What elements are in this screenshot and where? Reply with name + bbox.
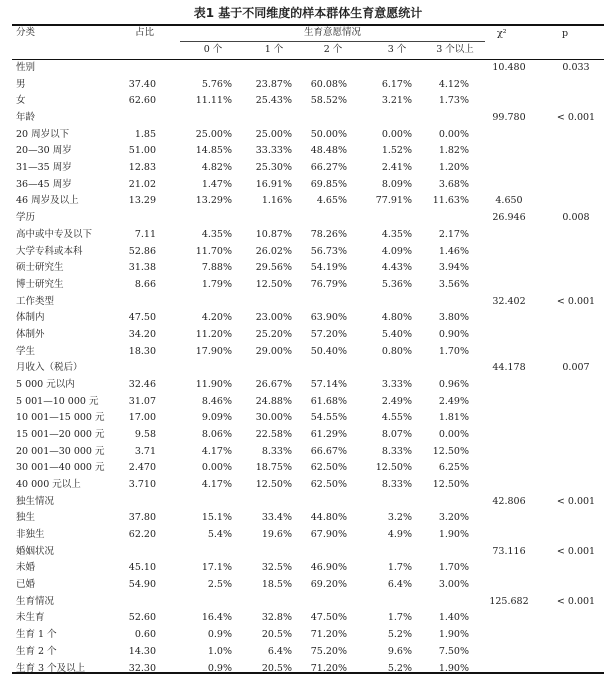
row-p-value: 0.033 (562, 62, 590, 73)
row-value-3: 6.4% (387, 579, 412, 591)
group-label: 年龄 (16, 112, 36, 123)
row-value-2: 54.19% (310, 262, 347, 274)
group-label: 学历 (16, 212, 36, 224)
intent-subheader-rule (180, 41, 485, 42)
row-value-1: 20.5% (261, 662, 292, 674)
row-share: 52.60 (128, 612, 156, 624)
row-value-0: 17.90% (195, 345, 232, 357)
row-share: 14.30 (128, 645, 156, 657)
row-label: 大学专科或本科 (16, 245, 83, 257)
row-value-0: 11.70% (195, 245, 232, 257)
row-value-1: 30.00% (255, 412, 292, 424)
row-value-4: 12.50% (432, 479, 469, 490)
row-value-1: 25.00% (255, 128, 292, 140)
row-value-0: 13.29% (195, 195, 232, 207)
row-value-2: 46.90% (310, 562, 347, 574)
row-value-4: 1.46% (438, 245, 469, 257)
row-value-0: 4.82% (201, 162, 232, 174)
row-share: 12.83 (128, 162, 156, 174)
row-label: 体制外 (16, 328, 45, 340)
header-chi-square: χ² (497, 28, 507, 39)
row-value-4: 1.90% (438, 629, 469, 641)
row-value-4: 1.40% (438, 612, 469, 624)
row-label: 36—45 周岁 (16, 178, 72, 190)
row-value-1: 1.16% (261, 195, 292, 207)
row-value-4: 0.00% (438, 429, 469, 440)
row-value-0: 4.17% (201, 445, 232, 457)
header-intent: 生育意愿情况 (303, 27, 361, 38)
row-share: 17.00 (128, 412, 156, 424)
header-share: 占比 (135, 27, 155, 38)
row-value-4: 3.56% (438, 278, 469, 290)
row-p-value: < 0.001 (556, 112, 596, 123)
row-value-2: 50.00% (310, 128, 347, 140)
row-value-0: 0.9% (207, 629, 232, 641)
subheader-0: 0 个 (203, 44, 223, 55)
row-share: 37.80 (128, 512, 156, 524)
table-title: 表1 基于不同维度的样本群体生育意愿统计 (193, 6, 423, 20)
row-chi-square: 4.650 (495, 195, 523, 207)
row-label: 学生 (16, 345, 36, 357)
row-value-1: 16.91% (255, 178, 292, 190)
row-value-0: 8.06% (201, 429, 232, 440)
row-value-0: 11.90% (195, 378, 232, 390)
table-header-rule (12, 59, 604, 60)
row-share: 32.30 (128, 662, 156, 674)
row-value-1: 25.30% (255, 162, 292, 174)
row-share: 2.470 (128, 462, 156, 474)
row-p-value: < 0.001 (556, 295, 596, 307)
row-value-4: 1.70% (438, 345, 469, 357)
row-value-0: 7.88% (201, 262, 232, 274)
row-share: 62.60 (128, 95, 156, 107)
row-value-1: 29.00% (255, 345, 292, 357)
row-value-4: 0.90% (438, 328, 469, 340)
row-label: 硕士研究生 (16, 262, 64, 274)
row-value-2: 57.14% (310, 378, 347, 390)
row-label: 20 周岁以下 (16, 128, 70, 140)
subheader-3: 3 个 (387, 44, 407, 55)
row-value-0: 9.09% (201, 412, 232, 424)
row-share: 32.46 (128, 378, 156, 390)
row-value-1: 26.67% (255, 378, 292, 390)
row-label: 独生 (16, 512, 36, 524)
row-value-1: 29.56% (255, 262, 292, 274)
row-value-0: 1.0% (207, 645, 232, 657)
row-value-0: 2.5% (207, 579, 232, 591)
row-value-1: 25.20% (255, 328, 292, 340)
row-value-3: 5.40% (381, 328, 412, 340)
row-value-3: 4.55% (381, 412, 412, 424)
row-value-3: 5.36% (381, 278, 412, 290)
row-value-3: 3.33% (381, 378, 412, 390)
row-value-2: 66.67% (310, 445, 347, 457)
row-value-0: 1.79% (201, 278, 232, 290)
row-value-2: 63.90% (310, 312, 347, 324)
row-value-1: 8.33% (261, 445, 292, 457)
header-p-value: p (562, 28, 569, 39)
row-value-3: 4.43% (381, 262, 412, 274)
row-value-3: 4.09% (381, 245, 412, 257)
group-label: 工作类型 (16, 295, 55, 307)
row-value-4: 0.00% (438, 128, 469, 140)
row-share: 31.38 (128, 262, 156, 274)
row-label: 5 001—10 000 元 (16, 395, 99, 407)
row-share: 1.85 (134, 128, 156, 140)
row-value-4: 3.68% (438, 178, 469, 190)
group-label: 性别 (16, 62, 36, 73)
row-label: 15 001—20 000 元 (16, 429, 105, 440)
row-p-value: < 0.001 (556, 545, 596, 557)
group-label: 生育情况 (16, 595, 55, 607)
row-value-2: 71.20% (310, 629, 347, 641)
row-label: 5 000 元以内 (16, 378, 75, 390)
row-value-2: 78.26% (310, 228, 347, 240)
row-value-4: 7.50% (438, 645, 469, 657)
row-value-3: 1.52% (381, 145, 412, 157)
row-chi-square: 26.946 (492, 212, 526, 224)
row-share: 31.07 (128, 395, 156, 407)
row-value-2: 69.85% (310, 178, 347, 190)
row-value-4: 6.25% (438, 462, 469, 474)
row-value-0: 17.1% (201, 562, 232, 574)
row-value-4: 3.94% (438, 262, 469, 274)
row-share: 3.71 (134, 445, 156, 457)
row-value-3: 5.2% (387, 629, 412, 641)
row-share: 13.29 (128, 195, 156, 207)
row-share: 9.58 (134, 429, 156, 440)
row-value-1: 19.6% (261, 529, 292, 540)
row-value-0: 25.00% (195, 128, 232, 140)
row-value-2: 62.50% (310, 462, 347, 474)
row-share: 18.30 (128, 345, 156, 357)
row-value-3: 8.09% (381, 178, 412, 190)
row-value-4: 4.12% (438, 78, 469, 90)
row-share: 21.02 (128, 178, 156, 190)
row-value-3: 4.9% (387, 529, 412, 540)
row-value-4: 2.17% (438, 228, 469, 240)
subheader-1: 1 个 (264, 44, 284, 55)
row-chi-square: 73.116 (492, 545, 526, 557)
row-value-1: 10.87% (255, 228, 292, 240)
row-value-2: 76.79% (310, 278, 347, 290)
row-share: 3.710 (128, 479, 156, 490)
row-value-3: 1.7% (387, 562, 412, 574)
row-value-1: 33.33% (255, 145, 292, 157)
row-value-4: 1.90% (438, 529, 469, 540)
group-label: 月收入（税后） (16, 362, 83, 374)
row-label: 女 (16, 95, 26, 107)
subheader-3-plus: 3 个以上 (436, 44, 474, 55)
row-value-0: 4.35% (201, 228, 232, 240)
row-value-4: 2.49% (438, 395, 469, 407)
row-value-2: 44.80% (310, 512, 347, 524)
row-p-value: 0.008 (562, 212, 590, 224)
row-label: 未生育 (16, 612, 45, 624)
row-chi-square: 32.402 (492, 295, 526, 307)
row-share: 62.20 (128, 529, 156, 540)
row-value-2: 58.52% (310, 95, 347, 107)
row-value-1: 33.4% (261, 512, 292, 524)
row-label: 20 001—30 000 元 (16, 445, 105, 457)
row-share: 45.10 (128, 562, 156, 574)
row-chi-square: 10.480 (492, 62, 526, 73)
row-value-3: 2.49% (381, 395, 412, 407)
row-label: 31—35 周岁 (16, 162, 72, 174)
row-value-0: 15.1% (201, 512, 232, 524)
row-value-2: 69.20% (310, 579, 347, 591)
subheader-2: 2 个 (323, 44, 343, 55)
row-chi-square: 125.682 (489, 595, 529, 607)
row-value-4: 1.81% (438, 412, 469, 424)
row-value-3: 8.33% (381, 479, 412, 490)
row-value-1: 22.58% (255, 429, 292, 440)
group-label: 独生情况 (16, 495, 55, 507)
row-label: 体制内 (16, 312, 45, 324)
row-share: 47.50 (128, 312, 156, 324)
row-value-0: 11.11% (195, 95, 232, 107)
row-value-3: 4.35% (381, 228, 412, 240)
row-value-3: 6.17% (381, 78, 412, 90)
row-value-3: 3.2% (387, 512, 412, 524)
row-value-2: 60.08% (310, 78, 347, 90)
row-value-2: 71.20% (310, 662, 347, 674)
row-value-1: 26.02% (255, 245, 292, 257)
row-value-1: 32.5% (261, 562, 292, 574)
row-value-0: 0.00% (201, 462, 232, 474)
row-share: 34.20 (128, 328, 156, 340)
row-value-3: 0.80% (381, 345, 412, 357)
row-value-0: 1.47% (201, 178, 232, 190)
row-value-4: 3.00% (438, 579, 469, 591)
row-share: 0.60 (134, 629, 156, 641)
row-value-4: 12.50% (432, 445, 469, 457)
row-value-2: 4.65% (316, 195, 347, 207)
row-value-4: 0.96% (438, 378, 469, 390)
row-value-4: 1.90% (438, 662, 469, 674)
row-value-2: 54.55% (310, 412, 347, 424)
row-chi-square: 44.178 (492, 362, 526, 374)
group-label: 婚姻状况 (16, 545, 55, 557)
row-value-1: 20.5% (261, 629, 292, 641)
row-value-0: 4.20% (201, 312, 232, 324)
row-value-4: 11.63% (432, 195, 469, 207)
row-label: 20—30 周岁 (16, 145, 72, 157)
row-label: 博士研究生 (16, 278, 64, 290)
row-label: 生育 2 个 (16, 645, 57, 657)
row-share: 7.11 (134, 228, 156, 240)
row-value-1: 32.8% (261, 612, 292, 624)
row-value-4: 3.20% (438, 512, 469, 524)
row-value-4: 1.70% (438, 562, 469, 574)
row-value-0: 16.4% (201, 612, 232, 624)
row-label: 40 000 元以上 (16, 479, 81, 490)
row-label: 生育 3 个及以上 (16, 662, 86, 674)
row-value-3: 9.6% (387, 645, 412, 657)
row-value-1: 25.43% (255, 95, 292, 107)
row-label: 已婚 (16, 579, 36, 591)
row-value-1: 12.50% (255, 278, 292, 290)
row-share: 8.66 (134, 278, 156, 290)
row-value-0: 11.20% (195, 328, 232, 340)
row-value-2: 66.27% (310, 162, 347, 174)
row-value-2: 61.68% (310, 395, 347, 407)
row-value-0: 4.17% (201, 479, 232, 490)
row-p-value: < 0.001 (556, 595, 596, 607)
row-value-0: 8.46% (201, 395, 232, 407)
row-share: 37.40 (128, 78, 156, 90)
row-value-2: 61.29% (310, 429, 347, 440)
row-value-1: 23.00% (255, 312, 292, 324)
row-value-3: 4.80% (381, 312, 412, 324)
row-value-0: 14.85% (195, 145, 232, 157)
row-value-2: 48.48% (310, 145, 347, 157)
row-value-2: 75.20% (310, 645, 347, 657)
row-label: 未婚 (16, 562, 36, 574)
row-value-2: 47.50% (310, 612, 347, 624)
row-value-3: 5.2% (387, 662, 412, 674)
row-value-1: 18.75% (255, 462, 292, 474)
row-p-value: < 0.001 (556, 495, 596, 507)
row-share: 51.00 (128, 145, 156, 157)
row-label: 30 001—40 000 元 (16, 462, 105, 474)
row-label: 生育 1 个 (16, 629, 57, 641)
row-value-1: 18.5% (261, 579, 292, 591)
row-value-3: 77.91% (375, 195, 412, 207)
row-value-0: 0.9% (207, 662, 232, 674)
row-value-2: 62.50% (310, 479, 347, 490)
row-value-0: 5.4% (207, 529, 232, 540)
row-p-value: 0.007 (562, 362, 590, 374)
row-label: 男 (16, 78, 26, 90)
row-value-4: 1.73% (438, 95, 469, 107)
row-label: 46 周岁及以上 (16, 195, 79, 207)
row-value-1: 24.88% (255, 395, 292, 407)
row-value-3: 0.00% (381, 128, 412, 140)
row-chi-square: 42.806 (492, 495, 526, 507)
row-share: 52.86 (128, 245, 156, 257)
row-value-1: 6.4% (267, 645, 292, 657)
row-label: 10 001—15 000 元 (16, 412, 105, 424)
row-value-2: 50.40% (310, 345, 347, 357)
row-value-2: 57.20% (310, 328, 347, 340)
row-value-4: 1.20% (438, 162, 469, 174)
header-category: 分类 (16, 27, 36, 38)
row-value-4: 3.80% (438, 312, 469, 324)
row-value-3: 8.07% (381, 429, 412, 440)
row-share: 54.90 (128, 579, 156, 591)
row-value-0: 5.76% (201, 78, 232, 90)
row-chi-square: 99.780 (492, 112, 526, 123)
row-value-3: 8.33% (381, 445, 412, 457)
row-label: 非独生 (16, 529, 45, 540)
row-value-2: 56.73% (310, 245, 347, 257)
row-value-3: 2.41% (381, 162, 412, 174)
row-value-3: 12.50% (375, 462, 412, 474)
row-value-4: 1.82% (438, 145, 469, 157)
row-value-1: 12.50% (255, 479, 292, 490)
row-label: 高中或中专及以下 (16, 228, 93, 240)
row-value-2: 67.90% (310, 529, 347, 540)
row-value-3: 1.7% (387, 612, 412, 624)
row-value-1: 23.87% (255, 78, 292, 90)
row-value-3: 3.21% (381, 95, 412, 107)
